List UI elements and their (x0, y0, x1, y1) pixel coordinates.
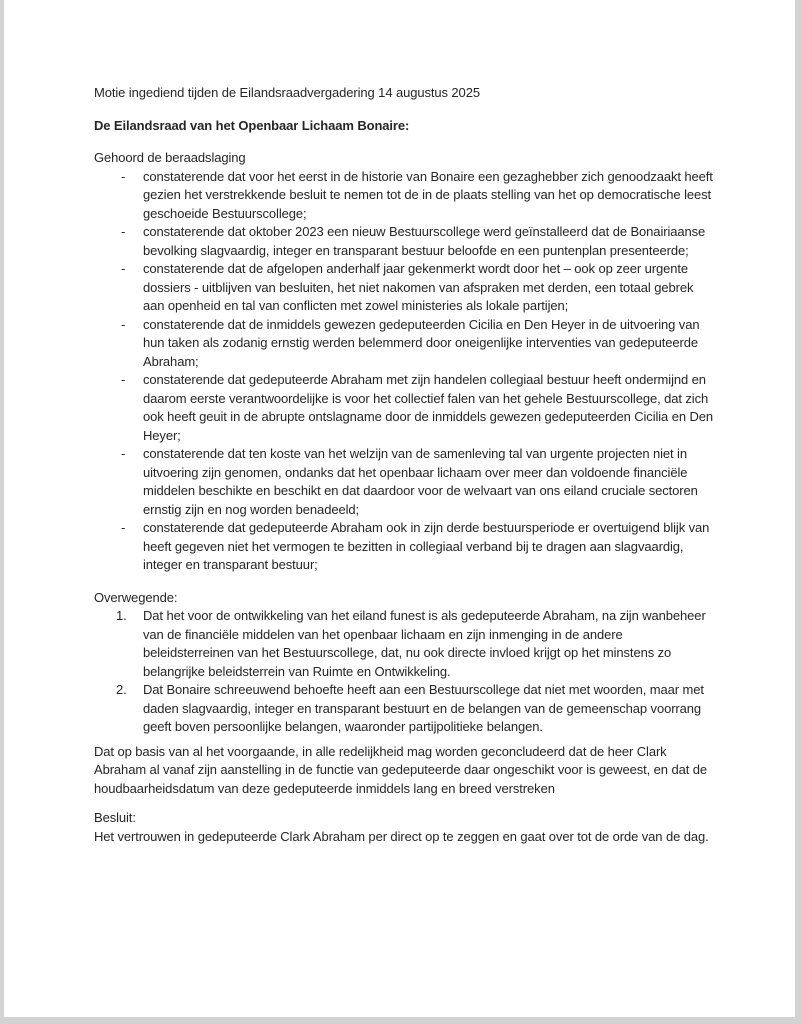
consideration-item (94, 371, 716, 445)
document-page (4, 0, 795, 1017)
besluit-text: Het vertrouwen in gedeputeerde Clark Abraham per direct op te zeggen en gaat over tot de orde van de dag. (94, 828, 709, 844)
considerations-list (94, 168, 716, 575)
document-content (94, 84, 716, 846)
consideration-item (94, 260, 716, 316)
consideration-text: constaterende dat gedeputeerde Abraham ook in zijn derde bestuursperiode er overtuigend blijk van heeft gegeven niet het vermogen te bezitten in collegiaal verband bij te dragen aan slagvaardig, integer en transparant bestuur; (143, 520, 710, 572)
conclusion-paragraph: Dat op basis van al het voorgaande, in alle redelijkheid mag worden geconcludeerd dat de heer Clark Abraham al vanaf zijn aanstelling in de functie van gedeputeerde daar ongeschikt voor is geweest, en dat de houdbaarheidsdatum van deze gedeputeerde inmiddels lang en breed verstreken (94, 743, 707, 796)
bullet-dash: - (121, 446, 126, 461)
consideration-text: constaterende dat ten koste van het welzijn van de samenleving tal van urgente projecten niet in uitvoering zijn genomen, ondanks dat het openbaar lichaam over meer dan voldoende financiële middelen beschikte en beschikt en dat daardoor voor de welvaart van ons eiland cruciale sectoren ernstig zijn en nog worden benadeeld; (143, 446, 698, 517)
consideration-item (94, 223, 716, 260)
bullet-dash: - (121, 261, 126, 276)
consideration-text: constaterende dat voor het eerst in de historie van Bonaire een gezaghebber zich genoodzaakt heeft gezien het verstrekkende besluit te nemen tot de in de plaats stelling van het op democratische leest geschoeide Bestuurscollege; (143, 168, 713, 221)
overwegende-list (94, 607, 716, 737)
consideration-item (94, 445, 716, 519)
item-number: 1. (116, 608, 127, 623)
motion-date-line: Motie ingediend tijden de Eilandsraadvergadering 14 augustus 2025 (94, 85, 480, 100)
bullet-dash: - (121, 316, 126, 332)
bullet-dash: - (121, 224, 126, 239)
consideration-item (94, 519, 716, 575)
consideration-text: constaterende dat de inmiddels gewezen gedeputeerden Cicilia en Den Heyer in de uitvoering van hun taken als zodanig ernstig werden belemmerd door oneigenlijke interventies van gedeputeerde Abraham; (143, 316, 700, 369)
overwegende-item (94, 607, 716, 681)
overwegende-text: Dat het voor de ontwikkeling van het eiland funest is als gedeputeerde Abraham, na zijn wanbeheer van de financiële middelen van het openbaar lichaam en zijn inmenging in de andere beleidsterreinen van het Bestuurscollege, dat, nu ook directe invloed krijgt op het minstens zo belangrijke beleidsterrein van Ruimte en Ontwikkeling. (143, 608, 706, 679)
bullet-dash: - (121, 168, 126, 184)
addressee-heading: De Eilandsraad van het Openbaar Lichaam Bonaire: (94, 117, 410, 133)
consideration-text: constaterende dat de afgelopen anderhalf jaar gekenmerkt wordt door het – ook op zeer urgente dossiers - uitblijven van besluiten, het niet nakomen van afspraken met derden, een totaal gebrek aan openheid en tal van conflicten met zowel ministeries als lokale partijen; (143, 261, 694, 313)
consideration-text: constaterende dat oktober 2023 een nieuw Bestuurscollege werd geïnstalleerd dat de Bonairiaanse bevolking slagvaardig, integer en transparant bestuur beloofde en een puntenplan presenteerde; (143, 224, 706, 258)
bullet-dash: - (121, 372, 126, 387)
consideration-item (94, 316, 716, 372)
consideration-text: constaterende dat gedeputeerde Abraham met zijn handelen collegiaal bestuur heeft ondermijnd en daarom eerste verantwoordelijke is voor het collectief falen van het gehele Bestuurscollege, dat zich ook heeft geuit in de abrupte ontslagname door de inmiddels gewezen gedeputeerden Cicilia en Den Heyer; (143, 372, 714, 443)
overwegende-item (94, 681, 716, 737)
bullet-dash: - (121, 520, 126, 535)
overwegende-text: Dat Bonaire schreeuwend behoefte heeft aan een Bestuurscollege dat niet met woorden, maar met daden slagvaardig, integer en transparant bestuurt en de belangen van de gemeenschap voorrang geeft boven persoonlijke belangen, waaronder partijpolitieke belangen. (143, 682, 704, 734)
item-number: 2. (116, 682, 127, 697)
consideration-item (94, 168, 716, 224)
overwegende-heading: Overwegende: (94, 589, 178, 605)
preamble-line: Gehoord de beraadslaging (94, 150, 246, 165)
besluit-heading: Besluit: (94, 810, 136, 825)
